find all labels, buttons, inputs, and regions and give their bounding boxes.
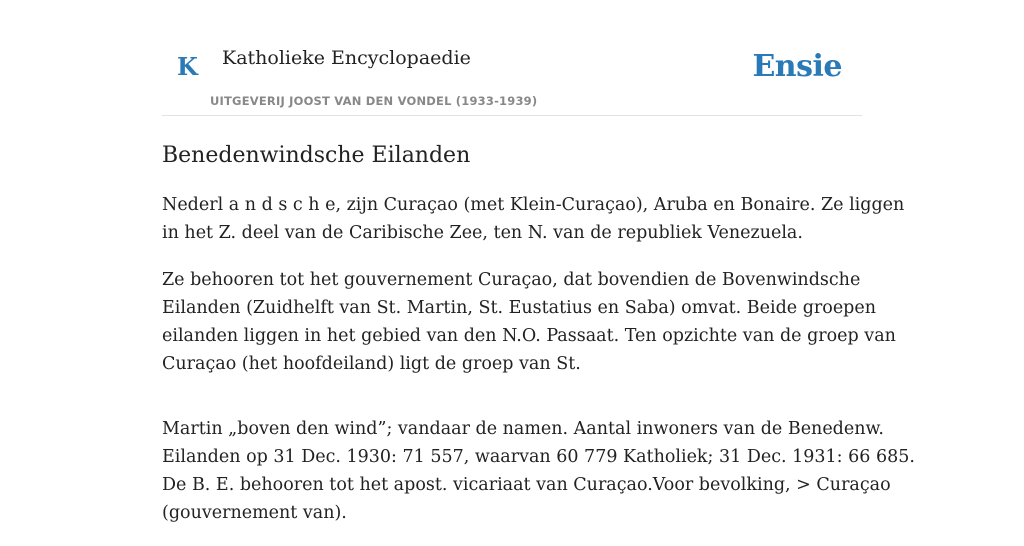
book-title[interactable]: Katholieke Encyclopaedie <box>222 47 471 69</box>
paragraph-line: in het Z. deel van de Caribische Zee, ten N. van de republiek Venezuela. <box>162 222 803 243</box>
paragraph-line: Nederl a n d s c h e, zijn Curaçao (met Klein-Curaçao), Aruba en Bonaire. Ze liggen <box>162 194 905 215</box>
encyclopedia-logo[interactable]: K <box>177 52 198 81</box>
article-body <box>162 191 915 527</box>
paragraph-line: Curaçao (het hoofdeiland) ligt de groep van St. <box>162 353 581 374</box>
paragraph-line: Eilanden (Zuidhelft van St. Martin, St. Eustatius en Saba) omvat. Beide groepen <box>162 297 877 318</box>
ensie-logo-link[interactable]: Ensie <box>752 49 842 84</box>
site-header <box>162 0 862 116</box>
article-paragraph <box>162 266 896 378</box>
paragraph-line: eilanden liggen in het gebied van den N.O. Passaat. Ten opzichte van de groep van <box>162 325 896 346</box>
article-paragraph <box>162 191 905 247</box>
paragraph-line: De B. E. behooren tot het apost. vicariaat van Curaçao.Voor bevolking, > Curaçao <box>162 474 891 495</box>
paragraph-line: Ze behooren tot het gouvernement Curaçao, dat bovendien de Bovenwindsche <box>162 269 861 290</box>
article-title: Benedenwindsche Eilanden <box>162 143 471 168</box>
paragraph-line: Martin „boven den wind”; vandaar de namen. Aantal inwoners van de Benedenw. <box>162 418 884 439</box>
publisher-label: UITGEVERIJ JOOST VAN DEN VONDEL (1933-1939) <box>210 94 538 108</box>
article-paragraph <box>162 415 915 527</box>
paragraph-line: (gouvernement van). <box>162 502 347 523</box>
paragraph-line: Eilanden op 31 Dec. 1930: 71 557, waarvan 60 779 Katholiek; 31 Dec. 1931: 66 685. <box>162 446 915 467</box>
page <box>162 0 915 546</box>
